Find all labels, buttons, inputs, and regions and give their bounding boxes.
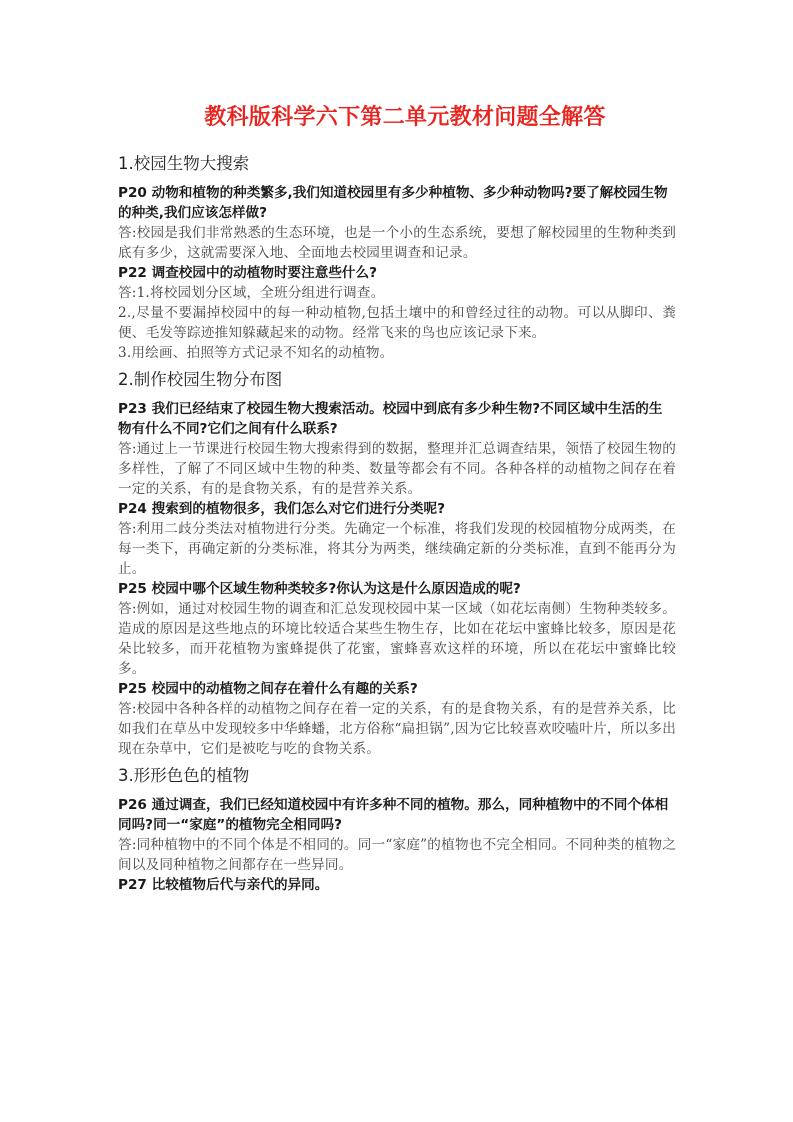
- document-page: [118, 100, 676, 901]
- question: P27 比较植物后代与亲代的异同。: [118, 877, 329, 893]
- answer-paragraph: 答:例如，通过对校园生物的调查和汇总发现校园中某一区域（如花坛南侧）生物种类较多。造成的原因是这些地点的环境比较适合某些生物生存，比如在花坛中蜜蜂比较多，原因是花朵比较多，而开花植物为蜜蜂提供了花蜜，蜜蜂喜欢这样的环境，所以在花坛中蜜蜂比较多。: [118, 601, 676, 677]
- question: P26 通过调查，我们已经知道校园中有许多种不同的植物。那么，同种植物中的不同个体相同吗?同一“家庭”的植物完全相同吗?: [118, 797, 669, 833]
- section: [118, 369, 676, 765]
- document-title: 教科版科学六下第二单元教材问题全解答: [204, 105, 606, 130]
- answer-paragraph: 答:同种植物中的不同个体是不相同的。同一“家庭”的植物也不完全相同。不同种类的植物之间以及同种植物之间都存在一些异同。: [118, 837, 676, 873]
- answer-paragraph: 答:利用二歧分类法对植物进行分类。先确定一个标准，将我们发现的校园植物分成两类，在每一类下，再确定新的分类标准，将其分为两类，继续确定新的分类标准，直到不能再分为止。: [118, 521, 676, 577]
- section-heading: 2.制作校园生物分布图: [118, 370, 283, 389]
- section-heading: 3.形形色色的植物: [118, 766, 250, 785]
- section: [118, 153, 676, 369]
- question: P25 校园中的动植物之间存在着什么有趣的关系?: [118, 681, 418, 697]
- answer-paragraph: 答:通过上一节课进行校园生物大搜索得到的数据，整理并汇总调查结果，领悟了校园生物的多样性，了解了不同区域中生物的种类、数量等都会有不同。各种各样的动植物之间存在着一定的关系，有的是食物关系，有的是营养关系。: [118, 441, 676, 497]
- answer-paragraph: 3.用绘画、拍照等方式记录不知名的动植物。: [118, 345, 394, 361]
- question: P25 校园中哪个区域生物种类较多?你认为这是什么原因造成的呢?: [118, 581, 521, 597]
- section-heading: 1.校园生物大搜索: [118, 154, 250, 173]
- sections-container: [118, 153, 676, 901]
- question: P24 搜索到的植物很多，我们怎么对它们进行分类呢?: [118, 501, 445, 517]
- question: P23 我们已经结束了校园生物大搜索活动。校园中到底有多少种生物?不同区域中生活的生物有什么不同?它们之间有什么联系?: [118, 401, 663, 437]
- answer-paragraph: 2.,尽量不要漏掉校园中的每一种动植物,包括土壤中的和曾经过往的动物。可以从脚印、粪便、毛发等踪迹推知躲藏起来的动物。经常飞来的鸟也应该记录下来。: [118, 305, 676, 341]
- section: [118, 765, 676, 901]
- answer-paragraph: 答:校园是我们非常熟悉的生态环境，也是一个小的生态系统，要想了解校园里的生物种类到底有多少，这就需要深入地、全面地去校园里调查和记录。: [118, 225, 676, 261]
- question: P22 调查校园中的动植物时要注意些什么?: [118, 265, 377, 281]
- answer-paragraph: 答:校园中各种各样的动植物之间存在着一定的关系，有的是食物关系，有的是营养关系，比如我们在草丛中发现较多中华蜂蟠，北方俗称“扁担锅”,因为它比较喜欢咬嗑叶片，所以多出现在杂草中，它们是被吃与吃的食物关系。: [118, 701, 676, 757]
- answer-paragraph: 答:1.将校园划分区域，全班分组进行调查。: [118, 285, 385, 301]
- question: P20 动物和植物的种类繁多,我们知道校园里有多少种植物、多少种动物吗?要了解校园生物的种类,我们应该怎样做?: [118, 185, 668, 221]
